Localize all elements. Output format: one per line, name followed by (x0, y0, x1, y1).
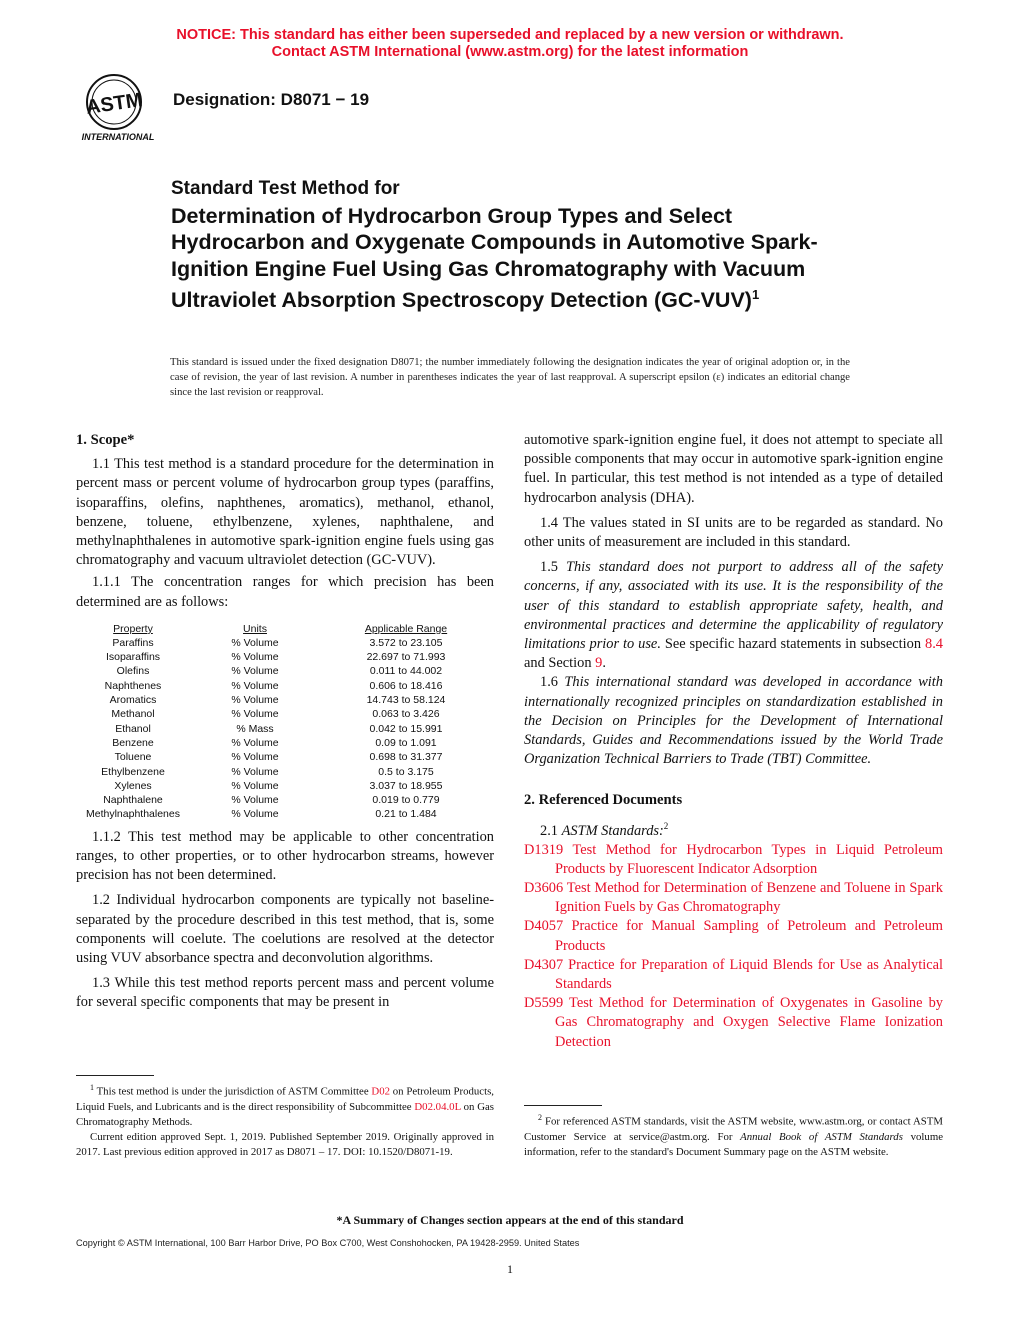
cell-range: 14.743 to 58.124 (366, 694, 446, 707)
table-row (76, 679, 492, 693)
cell-range: 0.011 to 44.002 (369, 665, 443, 678)
link-subsection-8-4[interactable]: 8.4 (925, 636, 943, 653)
table-row (76, 779, 492, 793)
cell-units: % Volume (231, 736, 279, 749)
document-title (171, 176, 871, 314)
reference-title[interactable]: Practice for Manual Sampling of Petroleum and Petroleum Products (555, 918, 943, 954)
para-2-1-italic: ASTM Standards: (561, 822, 664, 839)
reference-item (524, 841, 943, 879)
para-1-6-number: 1.6 (540, 674, 565, 691)
svg-text:INTERNATIONAL: INTERNATIONAL (81, 132, 155, 142)
cell-units: % Volume (231, 708, 279, 721)
cell-range: 0.606 to 18.416 (369, 679, 443, 692)
svg-text:ASTM: ASTM (84, 89, 144, 119)
issuance-note: This standard is issued under the fixed designation D8071; the number immediately following the designation indicates the year of original adoption or, in the case of revision, the year of last revision. A number in parentheses indicates the year of last reapproval. A superscript epsilon (ε) indicates an editorial change since the last revision or reapproval. (170, 357, 850, 398)
table-row (76, 722, 492, 736)
title-line-1: Standard Test Method for (171, 178, 400, 199)
reference-code-link[interactable]: D3606 (524, 880, 564, 897)
cell-units: % Volume (231, 679, 279, 692)
right-column (524, 431, 943, 1052)
scope-heading: 1. Scope* (76, 432, 135, 448)
astm-logo-icon (74, 72, 166, 144)
title-footnote-marker: 1 (751, 287, 760, 302)
cell-units: % Mass (236, 722, 274, 735)
para-1-1-1: 1.1.1 The concentration ranges for which precision has been determined are as follows: (76, 574, 494, 610)
cell-units: % Volume (231, 751, 279, 764)
cell-range: 0.5 to 3.175 (378, 765, 434, 778)
cell-range: 0.21 to 1.484 (375, 808, 437, 821)
cell-property: Methylnaphthalenes (86, 808, 180, 821)
title-main-text: Determination of Hydrocarbon Group Types and Select Hydrocarbon and Oxygenate Compounds in Automotive Spark-Ignition Engine Fuel Using Gas Chromatography with Vacuum Ultraviolet Absorption Spectroscopy Detection (GC-VUV) (171, 203, 818, 313)
cell-property: Methanol (111, 708, 155, 721)
footnote-1-text-b: on Petroleum Products, Liquid Fuels, and Lubricants and is the direct responsibility of Subcommittee (76, 1085, 494, 1113)
footnote-2 (524, 1110, 943, 1160)
footnote-1-edition: Current edition approved Sept. 1, 2019. Published September 2019. Originally approved in 2017. Last previous edition approved in 2017 as D8071 – 17. DOI: 10.1520/D8071-19. (76, 1130, 494, 1158)
cell-range: 0.09 to 1.091 (375, 736, 437, 749)
para-1-5-number: 1.5 (540, 559, 566, 576)
left-column (76, 431, 494, 1013)
cell-units: % Volume (231, 651, 279, 664)
footnote-2-text-a: For referenced ASTM standards, visit the ASTM website, www.astm.org, or contact ASTM Customer Service at service@astm.org. For (524, 1115, 943, 1143)
cell-units: % Volume (231, 636, 279, 649)
cell-units: % Volume (231, 794, 279, 807)
footnote-rule-right (524, 1105, 602, 1106)
cell-property: Naphthenes (104, 679, 162, 692)
reference-code-link[interactable]: D5599 (524, 995, 564, 1012)
table-row (76, 736, 492, 750)
title-main (171, 203, 871, 314)
designation: Designation: D8071 − 19 (173, 90, 370, 109)
cell-range: 0.019 to 0.779 (372, 794, 440, 807)
cell-property: Benzene (112, 736, 154, 749)
cell-range: 3.572 to 23.105 (369, 636, 443, 649)
para-1-3: 1.3 While this test method reports percent mass and percent volume for several specific components that may be present in (76, 975, 494, 1011)
footnote-rule-left (76, 1075, 154, 1076)
referenced-documents-heading: 2. Referenced Documents (524, 792, 683, 809)
cell-property: Olefins (116, 665, 150, 678)
cell-units: % Volume (231, 808, 279, 821)
para-1-4: 1.4 The values stated in SI units are to be regarded as standard. No other units of measurement are included in this standard. (524, 514, 943, 551)
reference-item (524, 956, 943, 994)
page-number: 1 (507, 1262, 513, 1276)
footnote-1 (76, 1080, 494, 1160)
footnote-1-text-a: This test method is under the jurisdiction of ASTM Committee (94, 1085, 372, 1098)
summary-of-changes-note: *A Summary of Changes section appears at the end of this standard (336, 1213, 684, 1227)
cell-property: Ethanol (115, 722, 151, 735)
table-row (76, 707, 492, 721)
para-1-5-tail-c: . (602, 655, 606, 672)
table-row (76, 807, 492, 821)
footnote-2-marker: 2 (538, 1113, 542, 1122)
para-1-6-italic: This international standard was developed in accordance with internationally recognized principles on standardization established in the Decision on Principles for the Development of International Standards, Guides and Recommendations issued by the World Trade Organization Technical Barriers to Trade (TBT) Committee. (524, 674, 943, 768)
link-subcommittee-d02-04-0l[interactable]: D02.04.0L (414, 1100, 461, 1113)
cell-property: Aromatics (109, 694, 157, 707)
para-1-5-italic: This standard does not purport to address all of the safety concerns, if any, associated with its use. It is the responsibility of the user of this standard to establish appropriate safety, health, and environmental practices and determine the applicability of regulatory limitations prior to use. (524, 559, 943, 653)
para-1-3-continued: automotive spark-ignition engine fuel, it does not attempt to speciate all possible components that may occur in automotive spark-ignition engine fuel. In particular, this test method is not intended as a type of detailed hydrocarbon analysis (DHA). (524, 432, 943, 506)
cell-range: 0.042 to 15.991 (369, 722, 443, 735)
withdrawal-notice (0, 27, 1020, 61)
reference-code-link[interactable]: D4307 (524, 956, 564, 973)
cell-property: Ethylbenzene (101, 765, 165, 778)
table-row (76, 650, 492, 664)
cell-units: % Volume (231, 779, 279, 792)
reference-title[interactable]: Test Method for Hydrocarbon Types in Liquid Petroleum Products by Fluorescent Indicator Adsorption (555, 841, 943, 877)
table-row (76, 750, 492, 764)
table-row (76, 693, 492, 707)
para-1-6 (524, 673, 943, 769)
footnote-1-text-c: on Gas Chromatography Methods. (76, 1100, 494, 1128)
para-1-5 (524, 558, 943, 673)
para-1-1-2: 1.1.2 This test method may be applicable to other concentration ranges, to other properties, or to other hydrocarbon streams, however precision has not been determined. (76, 828, 494, 884)
cell-property: Xylenes (114, 779, 152, 792)
footnote-1-para (76, 1080, 494, 1130)
table-row (76, 765, 492, 779)
notice-line-2: Contact ASTM International (www.astm.org) for the latest information (271, 44, 749, 60)
link-section-9[interactable]: 9 (595, 655, 603, 672)
footnote-2-text-b: volume information, refer to the standard's Document Summary page on the ASTM website. (524, 1130, 944, 1158)
table-header-property: Property (113, 622, 153, 635)
table-row (76, 636, 492, 650)
para-1-1: 1.1 This test method is a standard procedure for the determination in percent mass or percent volume of hydrocarbon group types (paraffins, isoparaffins, olefins, naphthenes, aromatics), methanol, ethanol, benzene, toluene, ethylbenzene, xylenes, naphthalene, and methylnaphthalenes in automotive spark-ignition engine fuels using gas chromatography and vacuum ultraviolet detection (GC-VUV). (76, 456, 494, 569)
astm-logo (74, 72, 166, 144)
cell-units: % Volume (231, 665, 279, 678)
cell-range: 22.697 to 71.993 (366, 651, 446, 664)
notice-line-1: NOTICE: This standard has either been superseded and replaced by a new version or withdrawn. (176, 27, 844, 43)
reference-code-link[interactable]: D4057 (524, 918, 564, 935)
table-row (76, 793, 492, 807)
para-2-1-number: 2.1 (540, 822, 562, 839)
reference-item (524, 994, 943, 1052)
table-body (76, 636, 492, 822)
concentration-table (76, 622, 492, 822)
reference-title[interactable]: Test Method for Determination of Oxygenates in Gasoline by Gas Chromatography and Oxygen Selective Flame Ionization Detection (555, 995, 943, 1050)
reference-code-link[interactable]: D1319 (524, 841, 564, 858)
footnote-1-marker: 1 (90, 1083, 94, 1092)
link-committee-d02[interactable]: D02 (371, 1085, 391, 1098)
para-1-2: 1.2 Individual hydrocarbon components are typically not baseline-separated by the procedure described in this test method, that is, some components will coelute. The coelutions are resolved at the detector using VUV absorbance spectra and deconvolution algorithms. (76, 892, 494, 966)
reference-item (524, 879, 943, 917)
reference-title[interactable]: Test Method for Determination of Benzene and Toluene in Spark Ignition Fuels by Gas Chromatography (555, 880, 943, 916)
cell-units: % Volume (231, 694, 279, 707)
reference-list (524, 841, 943, 1052)
reference-item (524, 917, 943, 955)
para-1-5-tail-b: and Section (524, 655, 596, 672)
table-header-units: Units (243, 622, 267, 635)
table-row (76, 664, 492, 678)
cell-property: Paraffins (112, 636, 154, 649)
cell-property: Naphthalene (103, 794, 163, 807)
cell-property: Isoparaffins (105, 651, 161, 664)
para-2-1-footnote-marker: 2 (663, 820, 669, 831)
footnote-2-para (524, 1110, 943, 1160)
table-header-row (76, 622, 492, 636)
cell-units: % Volume (231, 765, 279, 778)
cell-range: 3.037 to 18.955 (369, 779, 443, 792)
cell-range: 0.698 to 31.377 (369, 751, 443, 764)
cell-range: 0.063 to 3.426 (372, 708, 440, 721)
reference-title[interactable]: Practice for Preparation of Liquid Blends for Use as Analytical Standards (555, 956, 943, 993)
para-1-5-tail-a: See specific hazard statements in subsection (660, 636, 925, 653)
cell-property: Toluene (114, 751, 152, 764)
copyright-line: Copyright © ASTM International, 100 Barr Harbor Drive, PO Box C700, West Conshohocken, PA 19428-2959. United States (76, 1238, 580, 1248)
footnote-2-italic: Annual Book of ASTM Standards (740, 1130, 903, 1143)
table-header-range: Applicable Range (364, 622, 448, 635)
para-2-1 (524, 817, 943, 841)
